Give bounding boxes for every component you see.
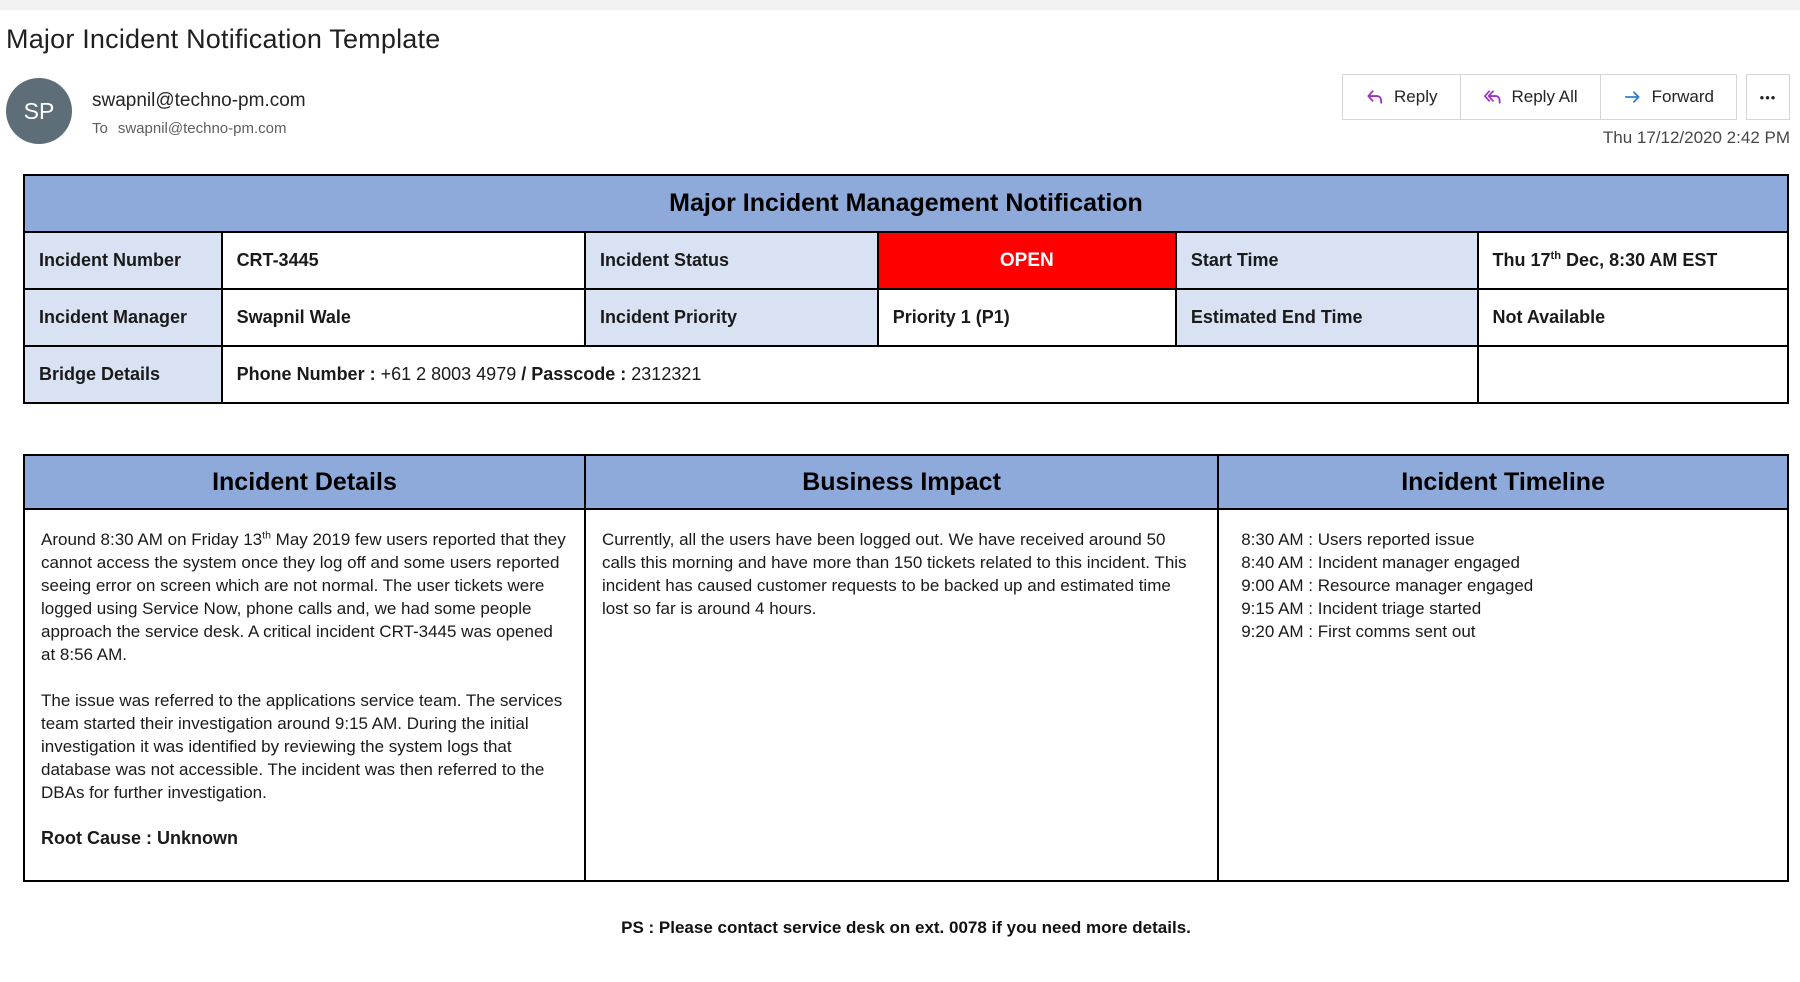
timeline-item: 8:30 AM : Users reported issue [1241, 530, 1475, 549]
reply-all-icon [1483, 88, 1502, 107]
estimated-end-time-value: Not Available [1478, 289, 1789, 346]
reply-all-button-label: Reply All [1511, 87, 1578, 106]
incident-manager-label: Incident Manager [24, 289, 222, 346]
email-action-bar [1342, 74, 1790, 120]
window-top-strip [0, 0, 1800, 10]
incident-details-cell [24, 509, 585, 881]
email-header [0, 10, 1800, 170]
details-body-row [24, 509, 1788, 881]
reply-button-label: Reply [1394, 87, 1438, 106]
business-impact-paragraph: Currently, all the users have been logged out. We have received around 50 calls this morning and have more than 150 tickets related to this incident. This incident has caused customer requests to be backed up and estimated time lost so far is around 4 hours. [601, 530, 1187, 618]
incident-priority-value: Priority 1 (P1) [878, 289, 1176, 346]
ps-footer-note: PS : Please contact service desk on ext. 0078 if you need more details. [621, 918, 1191, 937]
email-subject-title: Major Incident Notification Template [6, 24, 441, 54]
incident-summary-table [23, 174, 1789, 404]
incident-timeline-cell [1218, 509, 1788, 881]
details-header-row [24, 455, 1788, 509]
email-body [23, 174, 1789, 938]
bridge-details-label: Bridge Details [24, 346, 222, 403]
recipient-email[interactable]: swapnil@techno-pm.com [117, 120, 287, 137]
incident-number-value: CRT-3445 [222, 232, 585, 289]
business-impact-header: Business Impact [585, 455, 1218, 509]
incident-manager-value: Swapnil Wale [222, 289, 585, 346]
more-actions-icon: ••• [1759, 89, 1777, 105]
incident-status-badge: OPEN [878, 232, 1176, 289]
incident-timeline-header: Incident Timeline [1218, 455, 1788, 509]
timeline-item: 9:20 AM : First comms sent out [1241, 622, 1476, 641]
incident-priority-label: Incident Priority [585, 289, 878, 346]
bridge-details-value [222, 346, 1478, 403]
incident-details-table [23, 454, 1789, 882]
forward-icon [1623, 88, 1642, 107]
recipient-line [92, 120, 286, 137]
business-impact-cell [585, 509, 1218, 881]
table-row [24, 232, 1788, 289]
estimated-end-time-label: Estimated End Time [1176, 289, 1478, 346]
reply-icon [1365, 88, 1384, 107]
summary-table-title: Major Incident Management Notification [24, 175, 1788, 232]
incident-details-paragraph-2: The issue was referred to the applications service team. The services team started their investigation around 9:15 AM. During the initial investigation it was identified by reviewing the system logs that database was not accessible. The incident was then referred to the DBAs for further investigation. [41, 691, 563, 802]
forward-button-label: Forward [1651, 87, 1714, 106]
passcode-label: / Passcode : [521, 364, 632, 384]
summary-title-row [24, 175, 1788, 232]
timeline-item: 9:00 AM : Resource manager engaged [1241, 576, 1534, 595]
empty-cell [1478, 346, 1789, 403]
passcode-value: 2312321 [631, 364, 702, 384]
phone-number-label: Phone Number : [236, 364, 381, 384]
incident-status-label: Incident Status [585, 232, 878, 289]
reply-all-button[interactable] [1461, 75, 1601, 119]
incident-details-paragraph-1: Around 8:30 AM on Friday 13th May 2019 few users reported that they cannot access the system once they log off and some users reported seeing error on screen which are not normal. The user tickets were logged using Service Now, phone calls and, we had some people approach the service desk. A critical incident CRT-3445 was opened at 8:56 AM. [41, 529, 566, 664]
forward-button[interactable] [1601, 75, 1736, 119]
sender-avatar[interactable] [6, 78, 72, 144]
incident-number-label: Incident Number [24, 232, 222, 289]
reply-button-group [1342, 74, 1737, 120]
to-label: To [92, 120, 108, 137]
table-row [24, 346, 1788, 403]
root-cause-text: Root Cause : Unknown [41, 828, 238, 848]
timeline-item: 8:40 AM : Incident manager engaged [1241, 553, 1521, 572]
timeline-item: 9:15 AM : Incident triage started [1241, 599, 1482, 618]
more-actions-button[interactable] [1746, 74, 1790, 120]
reply-button[interactable] [1343, 75, 1460, 119]
start-time-value: Thu 17th Dec, 8:30 AM EST [1478, 232, 1789, 289]
email-sent-timestamp: Thu 17/12/2020 2:42 PM [1602, 128, 1790, 147]
incident-details-header: Incident Details [24, 455, 585, 509]
table-row [24, 289, 1788, 346]
phone-number-value: +61 2 8003 4979 [380, 364, 522, 384]
start-time-label: Start Time [1176, 232, 1478, 289]
sender-email[interactable]: swapnil@techno-pm.com [92, 90, 306, 111]
avatar-initials: SP [23, 97, 55, 124]
